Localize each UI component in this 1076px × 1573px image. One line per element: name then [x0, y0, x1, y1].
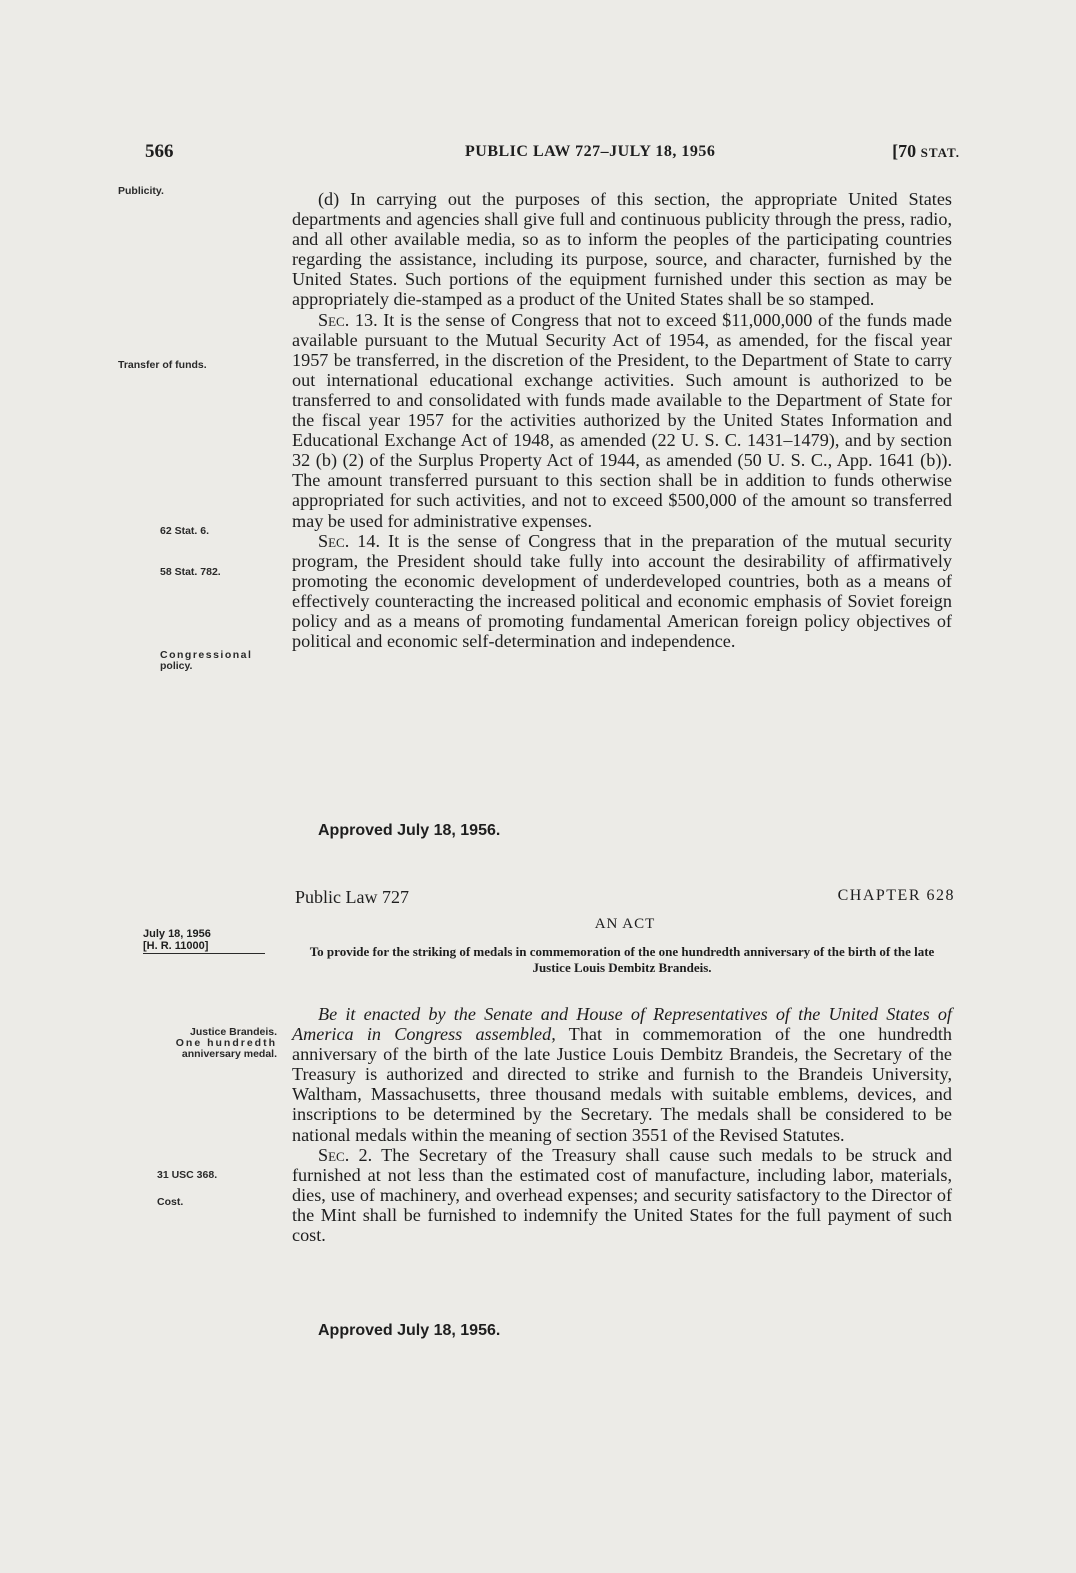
body-text-upper	[292, 189, 952, 651]
margin-note-anniversary-medal: anniversary medal.	[181, 1048, 277, 1060]
margin-note-publicity: Publicity.	[118, 185, 164, 197]
section-14-label: Sec. 14.	[318, 530, 381, 551]
section-14-text: It is the sense of Congress that in the preparation of the mutual security program, the President should take fully into account the desirability of affirmatively promoting the economic development of underdeveloped countries, both as a means of effectively counteracting the increased political and economic emphasis of Soviet foreign policy and as a means of promoting fundamental American foreign policy objectives of political and economic self-determination and independence.	[292, 530, 953, 652]
margin-note-62-stat: 62 Stat. 6.	[160, 525, 210, 537]
bill-date: July 18, 1956	[143, 928, 211, 940]
margin-note-congressional: Congressional	[160, 649, 253, 661]
paragraph-section-13	[292, 310, 952, 531]
margin-note-31-usc: 31 USC 368.	[157, 1169, 218, 1181]
margin-note-one-hundredth: One hundredth	[175, 1037, 277, 1049]
volume-abbrev: STAT.	[920, 145, 960, 160]
margin-note-transfer-of-funds: Transfer of funds.	[118, 359, 207, 371]
approved-date-1: Approved July 18, 1956.	[318, 822, 501, 839]
running-head: PUBLIC LAW 727–JULY 18, 1956	[465, 143, 716, 160]
paragraph-section-2	[292, 1145, 952, 1245]
section-13-label: Sec. 13.	[318, 309, 378, 330]
act-title: To provide for the striking of medals in commemoration of the one hundredth anniversary of the birth of the late Justice Louis Dembitz Brandeis.	[309, 944, 935, 975]
an-act-heading: AN ACT	[594, 916, 656, 932]
bill-number: [H. R. 11000]	[143, 940, 209, 952]
section-2-text: The Secretary of the Treasury shall cause such medals to be struck and furnished at not less than the estimated cost of manufacture, including labor, materials, dies, use of machinery, and overhead expenses; and security satisfactory to the Director of the Mint shall be furnished to indemnify the United States for the full payment of such cost.	[292, 1144, 952, 1246]
volume-reference	[892, 141, 960, 162]
paragraph-enacting	[292, 1004, 952, 1145]
bill-reference	[143, 928, 265, 954]
margin-note-justice-brandeis: Justice Brandeis.	[190, 1026, 277, 1038]
body-text-lower	[292, 1004, 952, 1245]
section-1-text: That in commemoration of the one hundredth anniversary of the birth of the late Justice Louis Dembitz Brandeis, the Secretary of the Treasury is authorized and directed to strike and furnish to the Brandeis University, Waltham, Massachusetts, three thousand medals with suitable emblems, devices, and inscriptions to be determined by the Secretary. The medals shall be considered to be national medals within the meaning of section 3551 of the Revised Statutes.	[292, 1024, 953, 1145]
section-13-text: It is the sense of Congress that not to exceed $11,000,000 of the funds made available pursuant to the Mutual Security Act of 1954, as amended, for the fiscal year 1957 be transferred, in the discretion of the President, to the Department of State to carry out international educational exchange activities. Such amount is authorized to be transferred to and consolidated with funds made available to the Department of State for the fiscal year 1957 for the activities authorized by the United States Information and Educational Exchange Act of 1948, as amended (22 U. S. C. 1431–1479), and by section 32 (b) (2) of the Surplus Property Act of 1944, as amended (50 U. S. C., App. 1641 (b)). The amount transferred pursuant to this section shall be in addition to funds otherwise appropriated for such activities, and not to exceed $500,000 of the amount so transferred may be used for administrative expenses.	[292, 309, 952, 531]
page-header	[145, 141, 960, 165]
section-2-label: Sec. 2.	[318, 1144, 373, 1165]
chapter-number: CHAPTER 628	[837, 887, 955, 904]
enacting-clause: Be it enacted by the Senate and House of Representatives of the United States of America in Congress assembled,	[292, 1004, 952, 1045]
margin-note-policy: policy.	[160, 660, 193, 672]
margin-note-cost: Cost.	[157, 1196, 184, 1208]
page-number: 566	[145, 141, 174, 162]
law-number: Public Law 727	[295, 887, 409, 907]
paragraph-section-d: (d) In carrying out the purposes of this section, the appropriate United States departments and agencies shall give full and continuous publicity through the press, radio, and all other available media, so as to inform the peoples of the participating countries regarding the assistance, including its purpose, source, and character, furnished by the United States. Such portions of the equipment furnished under this section as may be appropriately die-stamped as a product of the United States shall be so stamped.	[292, 189, 952, 310]
margin-note-58-stat: 58 Stat. 782.	[160, 566, 221, 578]
law-heading	[295, 887, 955, 913]
paragraph-section-14	[292, 531, 952, 652]
approved-date-2: Approved July 18, 1956.	[318, 1322, 501, 1339]
volume-prefix: [70	[892, 141, 921, 161]
